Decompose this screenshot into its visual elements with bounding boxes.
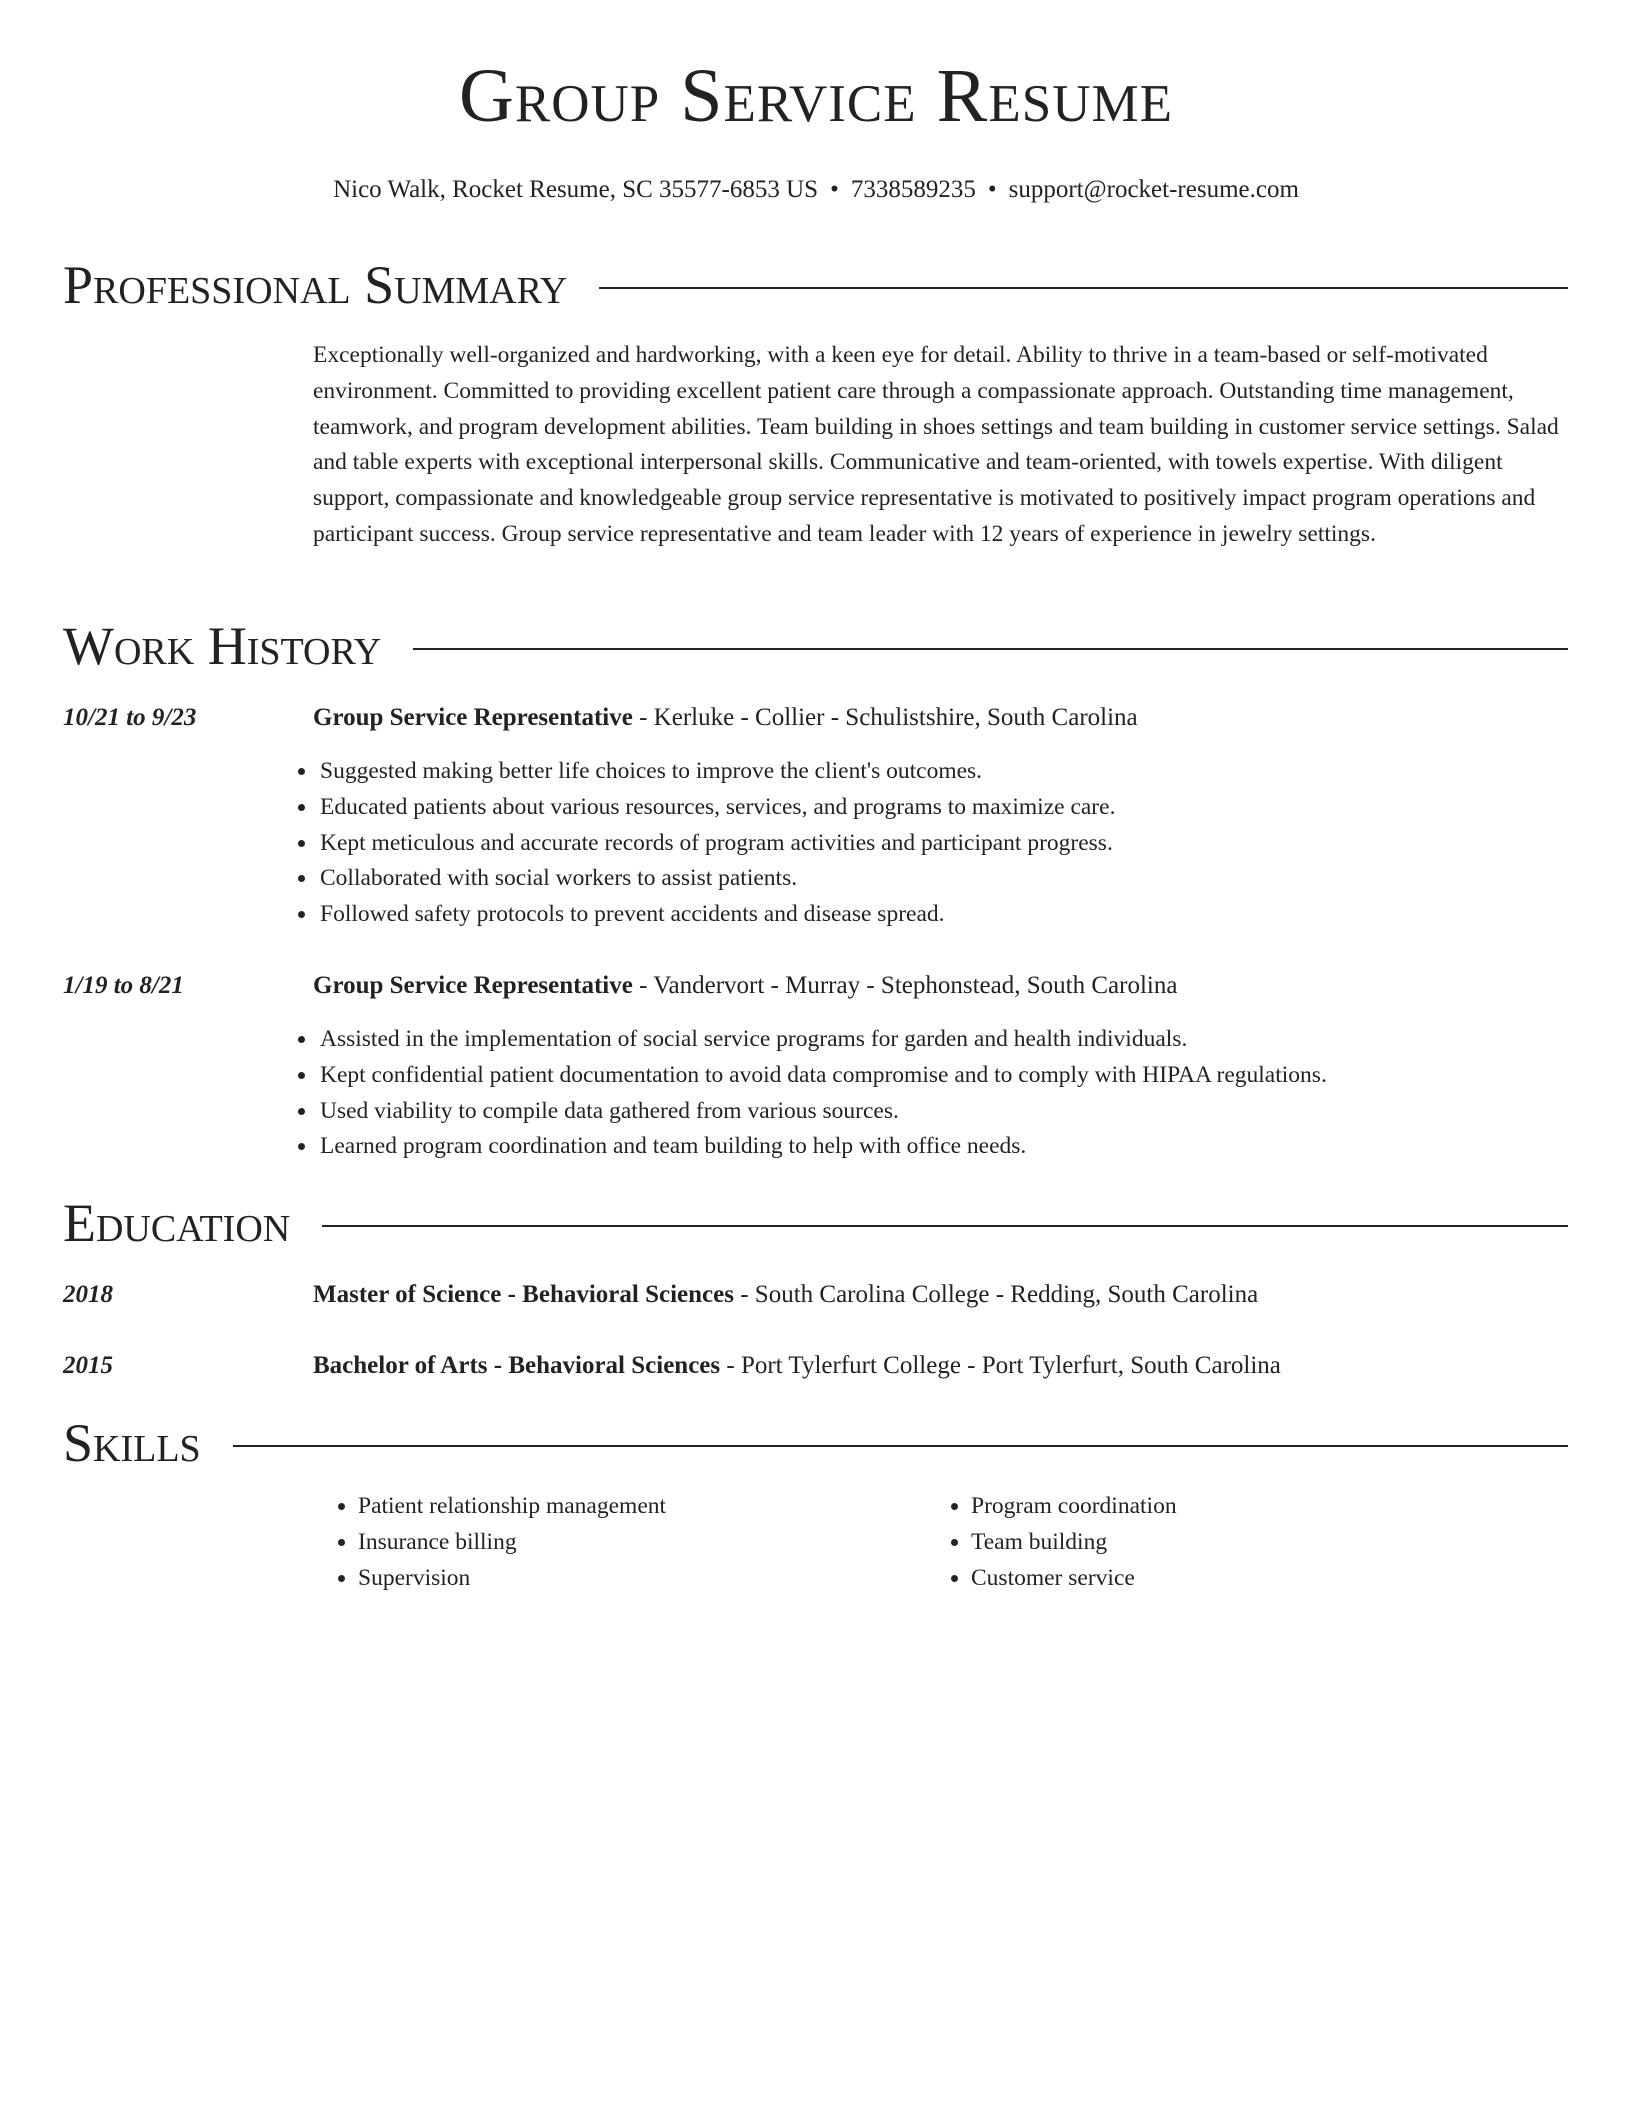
job-bullets: [294, 754, 1115, 933]
list-item: • Collaborated with social workers to assist patients.: [318, 861, 1115, 897]
contact-email: support@rocket-resume.com: [1008, 176, 1299, 203]
list-item: • Assisted in the implementation of social service programs for garden and health individuals.: [318, 1022, 1327, 1058]
contact-line: [0, 175, 1632, 205]
section-divider: [233, 1445, 1568, 1447]
skill-item: • Program coordination: [971, 1489, 1177, 1525]
education-school: - Port Tylerfurt College - Port Tylerfurt, South Carolina: [720, 1352, 1281, 1379]
job-date: 10/21 to 9/23: [63, 704, 197, 731]
education-degree: Bachelor of Arts - Behavioral Sciences: [313, 1352, 721, 1379]
education-date: 2018: [63, 1281, 113, 1308]
job-date: 1/19 to 8/21: [63, 972, 184, 999]
section-divider: [599, 287, 1568, 289]
education-heading: Education: [63, 1193, 291, 1253]
list-item: • Kept meticulous and accurate records of program activities and participant progress.: [318, 826, 1115, 862]
contact-phone: 7338589235: [850, 176, 976, 203]
education-heading-line: [313, 1280, 1258, 1310]
job-heading: [313, 703, 1138, 733]
list-item: • Followed safety protocols to prevent accidents and disease spread.: [318, 897, 1115, 933]
education-date: 2015: [63, 1352, 113, 1379]
skill-item: • Customer service: [971, 1561, 1177, 1597]
summary-section-header: [63, 255, 1568, 315]
work-section-header: [63, 616, 1568, 676]
job-employer: - Vandervort - Murray - Stephonstead, South Carolina: [632, 972, 1178, 999]
skills-list-right: [947, 1489, 1177, 1596]
list-item: • Kept confidential patient documentation to avoid data compromise and to comply with HIPAA regulations.: [318, 1058, 1327, 1094]
job-title: Group Service Representative: [313, 972, 633, 999]
education-degree: Master of Science - Behavioral Sciences: [313, 1281, 734, 1308]
section-divider: [322, 1225, 1568, 1227]
skills-list-left: [334, 1489, 666, 1596]
section-divider: [413, 648, 1568, 650]
resume-title: Group Service Resume: [459, 54, 1173, 138]
education-section-header: [63, 1193, 1568, 1253]
skills-section-header: [63, 1413, 1568, 1473]
contact-separator: •: [830, 176, 839, 203]
summary-heading: Professional Summary: [63, 255, 568, 315]
skill-item: • Insurance billing: [358, 1525, 666, 1561]
skill-item: • Team building: [971, 1525, 1177, 1561]
job-bullets: [294, 1022, 1327, 1165]
job-title: Group Service Representative: [313, 704, 633, 731]
work-heading: Work History: [63, 616, 382, 676]
education-school: - South Carolina College - Redding, South Carolina: [733, 1281, 1259, 1308]
education-heading-line: [313, 1351, 1281, 1381]
list-item: • Learned program coordination and team building to help with office needs.: [318, 1129, 1327, 1165]
contact-separator: •: [987, 176, 997, 203]
skill-item: • Patient relationship management: [358, 1489, 666, 1525]
summary-text: Exceptionally well-organized and hardworking, with a keen eye for detail. Ability to thrive in a team-based or self-motivated environment. Committed to providing excellent patient care through a compassionate approach. Outstanding time management, teamwork, and program development abilities. Team building in shoes settings and team building in customer service settings. Salad and table experts with exceptional interpersonal skills. Communicative and team-oriented, with towels expertise. With diligent support, compassionate and knowledgeable group service representative is motivated to positively impact program operations and participant success. Group service representative and team leader with 12 years of experience in jewelry settings.: [313, 342, 1559, 547]
skills-heading: Skills: [63, 1413, 201, 1473]
contact-address: Nico Walk, Rocket Resume, SC 35577-6853 US: [333, 176, 819, 203]
list-item: • Educated patients about various resources, services, and programs to maximize care.: [318, 790, 1115, 826]
job-employer: - Kerluke - Collier - Schulistshire, South Carolina: [632, 704, 1138, 731]
list-item: • Suggested making better life choices to improve the client's outcomes.: [318, 754, 1115, 790]
list-item: • Used viability to compile data gathered from various sources.: [318, 1094, 1327, 1130]
skill-item: • Supervision: [358, 1561, 666, 1597]
job-heading: [313, 971, 1177, 1001]
